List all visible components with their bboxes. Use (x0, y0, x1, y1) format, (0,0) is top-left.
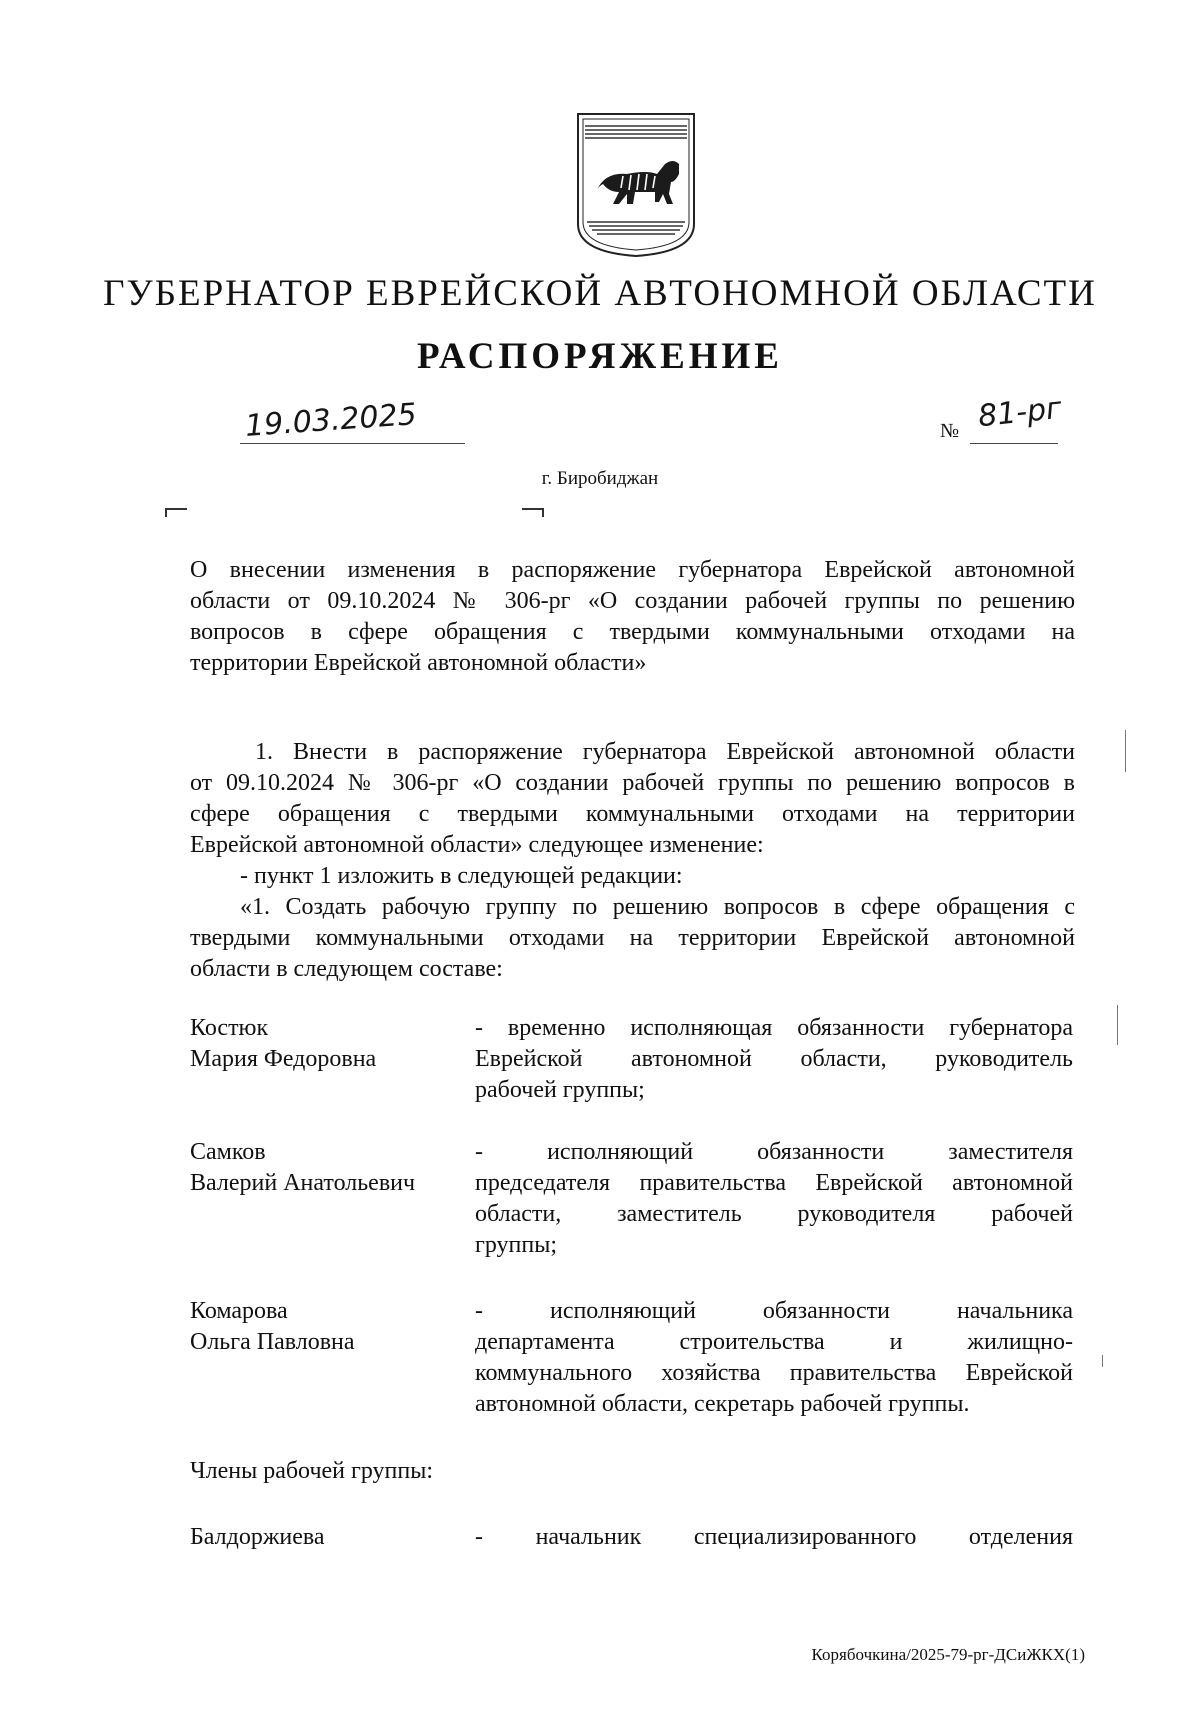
role-line: автономной области, секретарь рабочей группы. (475, 1391, 970, 1417)
members-heading: Члены рабочей группы: (190, 1458, 434, 1484)
role-line: коммунального хозяйства правительства Еврейской (475, 1360, 1073, 1386)
subject-line: вопросов в сфере обращения с твердыми коммунальными отходами на (190, 619, 1075, 645)
member-name (190, 1013, 480, 1075)
scan-mark (1102, 1355, 1103, 1367)
role-line: группы; (475, 1232, 558, 1258)
body-item-1 (190, 737, 1075, 985)
subject-line: территории Еврейской автономной области» (190, 650, 647, 676)
body-line: сфере обращения с твердыми коммунальными отходами на территории (190, 801, 1075, 827)
body-line: 1. Внести в распоряжение губернатора Еврейской автономной области (255, 739, 1075, 765)
role-line: - исполняющий обязанности заместителя (475, 1139, 1073, 1165)
handwritten-number: 81-рг (976, 390, 1064, 435)
quote-line: твердыми коммунальными отходами на территории Еврейской автономной (190, 925, 1075, 951)
member-given-names: Валерий Анатольевич (190, 1170, 416, 1196)
subject-line: О внесении изменения в распоряжение губернатора Еврейской автономной (190, 557, 1075, 583)
member-given-names: Мария Федоровна (190, 1046, 377, 1072)
document-type-title: РАСПОРЯЖЕНИЕ (416, 336, 783, 377)
member-given-names: Ольга Павловна (190, 1329, 355, 1355)
member-surname: Костюк (190, 1015, 269, 1041)
subject-line: области от 09.10.2024 № 306-рг «О создании рабочей группы по решению (190, 588, 1075, 614)
role-line: области, заместитель руководителя рабочей (475, 1201, 1073, 1227)
number-underline (970, 443, 1058, 444)
role-line: председателя правительства Еврейской автономной (475, 1170, 1073, 1196)
role-line: Еврейской автономной области, руководитель (475, 1046, 1073, 1072)
footer-reference: Корябочкина/2025-79-рг-ДСиЖКХ(1) (811, 1645, 1085, 1664)
member-role (475, 1137, 1073, 1261)
quote-line: «1. Создать рабочую группу по решению вопросов в сфере обращения с (240, 894, 1075, 920)
member-surname: Комарова (190, 1298, 288, 1324)
member-role (475, 1013, 1073, 1106)
date-underline (240, 443, 465, 444)
role-line: рабочей группы; (475, 1077, 645, 1103)
quote-line: области в следующем составе: (190, 956, 503, 982)
authority-title: ГУБЕРНАТОР ЕВРЕЙСКОЙ АВТОНОМНОЙ ОБЛАСТИ (103, 273, 1097, 314)
corner-mark-left (165, 508, 187, 517)
coat-of-arms-emblem (575, 112, 697, 258)
subject-block (190, 555, 1075, 679)
number-label: № (940, 420, 960, 442)
handwritten-date: 19.03.2025 (243, 397, 418, 444)
role-line: - временно исполняющая обязанности губернатора (475, 1015, 1073, 1041)
body-line: от 09.10.2024 № 306-рг «О создании рабочей группы по решению вопросов в (190, 770, 1075, 796)
city-line: г. Биробиджан (541, 468, 659, 489)
body-sub-item: - пункт 1 изложить в следующей редакции: (240, 863, 683, 889)
member-role (475, 1522, 1073, 1553)
member-name (190, 1137, 480, 1199)
role-line: - начальник специализированного отделения (475, 1524, 1073, 1550)
member-name (190, 1522, 480, 1553)
corner-mark-right (522, 508, 544, 517)
body-line: Еврейской автономной области» следующее изменение: (190, 832, 764, 858)
member-role (475, 1296, 1073, 1420)
member-name (190, 1296, 480, 1358)
member-surname: Балдоржиева (190, 1524, 325, 1550)
role-line: - исполняющий обязанности начальника (475, 1298, 1073, 1324)
member-surname: Самков (190, 1139, 266, 1165)
scan-mark (1117, 1005, 1118, 1045)
scan-mark (1125, 730, 1126, 772)
role-line: департамента строительства и жилищно- (475, 1329, 1073, 1355)
